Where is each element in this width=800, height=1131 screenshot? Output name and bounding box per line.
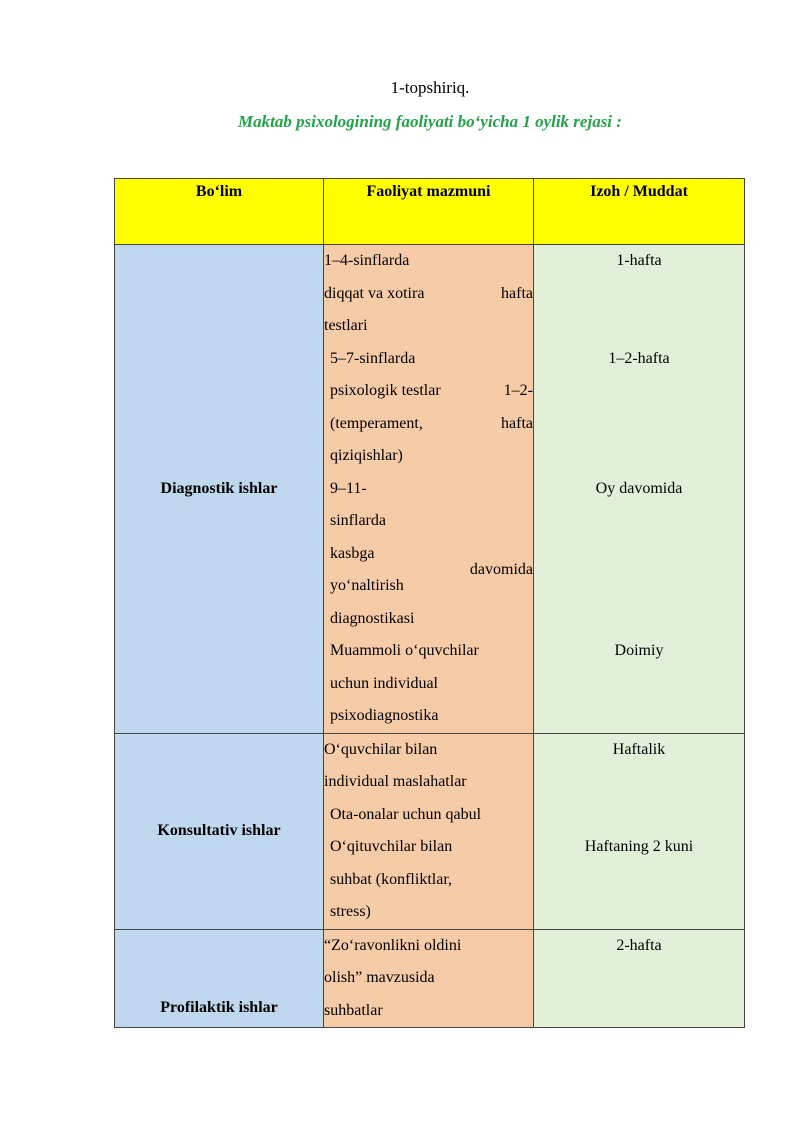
notes-consultative bbox=[534, 733, 745, 929]
activity-line: uchun individual bbox=[330, 674, 438, 692]
activity-block-left bbox=[330, 538, 455, 603]
activity-line: 5–7-sinflarda bbox=[330, 349, 416, 367]
header-section: Bo‘lim bbox=[115, 179, 324, 245]
header-activity: Faoliyat mazmuni bbox=[324, 179, 534, 245]
activity-text: hafta bbox=[501, 414, 533, 432]
activity-line: individual maslahatlar bbox=[324, 773, 467, 790]
activity-line: olish” mavzusida bbox=[324, 969, 435, 986]
note-text: Haftaning 2 kuni bbox=[584, 838, 694, 855]
activity-line: 9–11- bbox=[330, 479, 367, 497]
activity-text: psixologik testlar bbox=[330, 382, 441, 399]
note-text: 2-hafta bbox=[616, 936, 662, 954]
section-diagnostic: Diagnostik ishlar bbox=[115, 245, 324, 734]
activity-block bbox=[324, 538, 533, 603]
activity-text: diqqat va xotira bbox=[324, 284, 425, 302]
table-row-preventive bbox=[115, 929, 745, 1028]
activity-line: yo‘naltirish bbox=[330, 577, 404, 594]
activities-diagnostic bbox=[324, 245, 534, 734]
activity-line: suhbatlar bbox=[324, 1001, 383, 1019]
activity-line: diagnostikasi bbox=[330, 609, 415, 627]
table-row-diagnostic bbox=[115, 245, 745, 734]
header-note: Izoh / Muddat bbox=[534, 179, 745, 245]
activity-line bbox=[324, 278, 533, 311]
section-consultative: Konsultativ ishlar bbox=[115, 733, 324, 929]
note-text: Doimiy bbox=[614, 642, 664, 659]
activity-line bbox=[324, 408, 533, 441]
activity-line: Ota-onalar uchun qabul bbox=[330, 805, 482, 823]
plan-title: Maktab psixologining faoliyati bo‘yicha 1 oylik rejasi : bbox=[238, 112, 622, 131]
task-heading: 1-topshiriq. bbox=[390, 78, 470, 97]
activity-text: (temperament, bbox=[330, 414, 423, 432]
activities-consultative bbox=[324, 733, 534, 929]
activity-line: testlari bbox=[324, 317, 368, 334]
activity-line: 1–4-sinflarda bbox=[324, 252, 410, 269]
activity-text: 1–2- bbox=[503, 382, 533, 399]
note-text: 1-hafta bbox=[616, 252, 662, 269]
table-row-consultative bbox=[115, 733, 745, 929]
activity-line: O‘qituvchilar bilan bbox=[330, 838, 453, 855]
note-text: 1–2-hafta bbox=[608, 349, 670, 367]
activity-line: qiziqishlar) bbox=[330, 447, 403, 464]
activity-line: psixodiagnostika bbox=[330, 707, 439, 724]
activity-line: kasbga bbox=[330, 544, 375, 562]
activity-text: hafta bbox=[501, 284, 533, 302]
activity-line: stress) bbox=[330, 903, 371, 920]
section-preventive: Profilaktik ishlar bbox=[115, 929, 324, 1028]
activity-line: O‘quvchilar bilan bbox=[324, 740, 438, 758]
table-header-row bbox=[115, 179, 745, 245]
activity-text: davomida bbox=[469, 560, 533, 578]
activity-line: suhbat (konfliktlar, bbox=[330, 870, 452, 888]
activities-preventive bbox=[324, 929, 534, 1028]
activity-line: Muammoli o‘quvchilar bbox=[330, 642, 479, 659]
activity-line bbox=[324, 375, 533, 408]
monthly-plan-table bbox=[114, 178, 745, 1028]
notes-preventive bbox=[534, 929, 745, 1028]
note-text: Haftalik bbox=[612, 740, 666, 758]
notes-diagnostic bbox=[534, 245, 745, 734]
note-text: Oy davomida bbox=[595, 479, 683, 497]
activity-line: “Zo‘ravonlikni oldini bbox=[324, 936, 462, 954]
activity-line: sinflarda bbox=[330, 512, 386, 529]
